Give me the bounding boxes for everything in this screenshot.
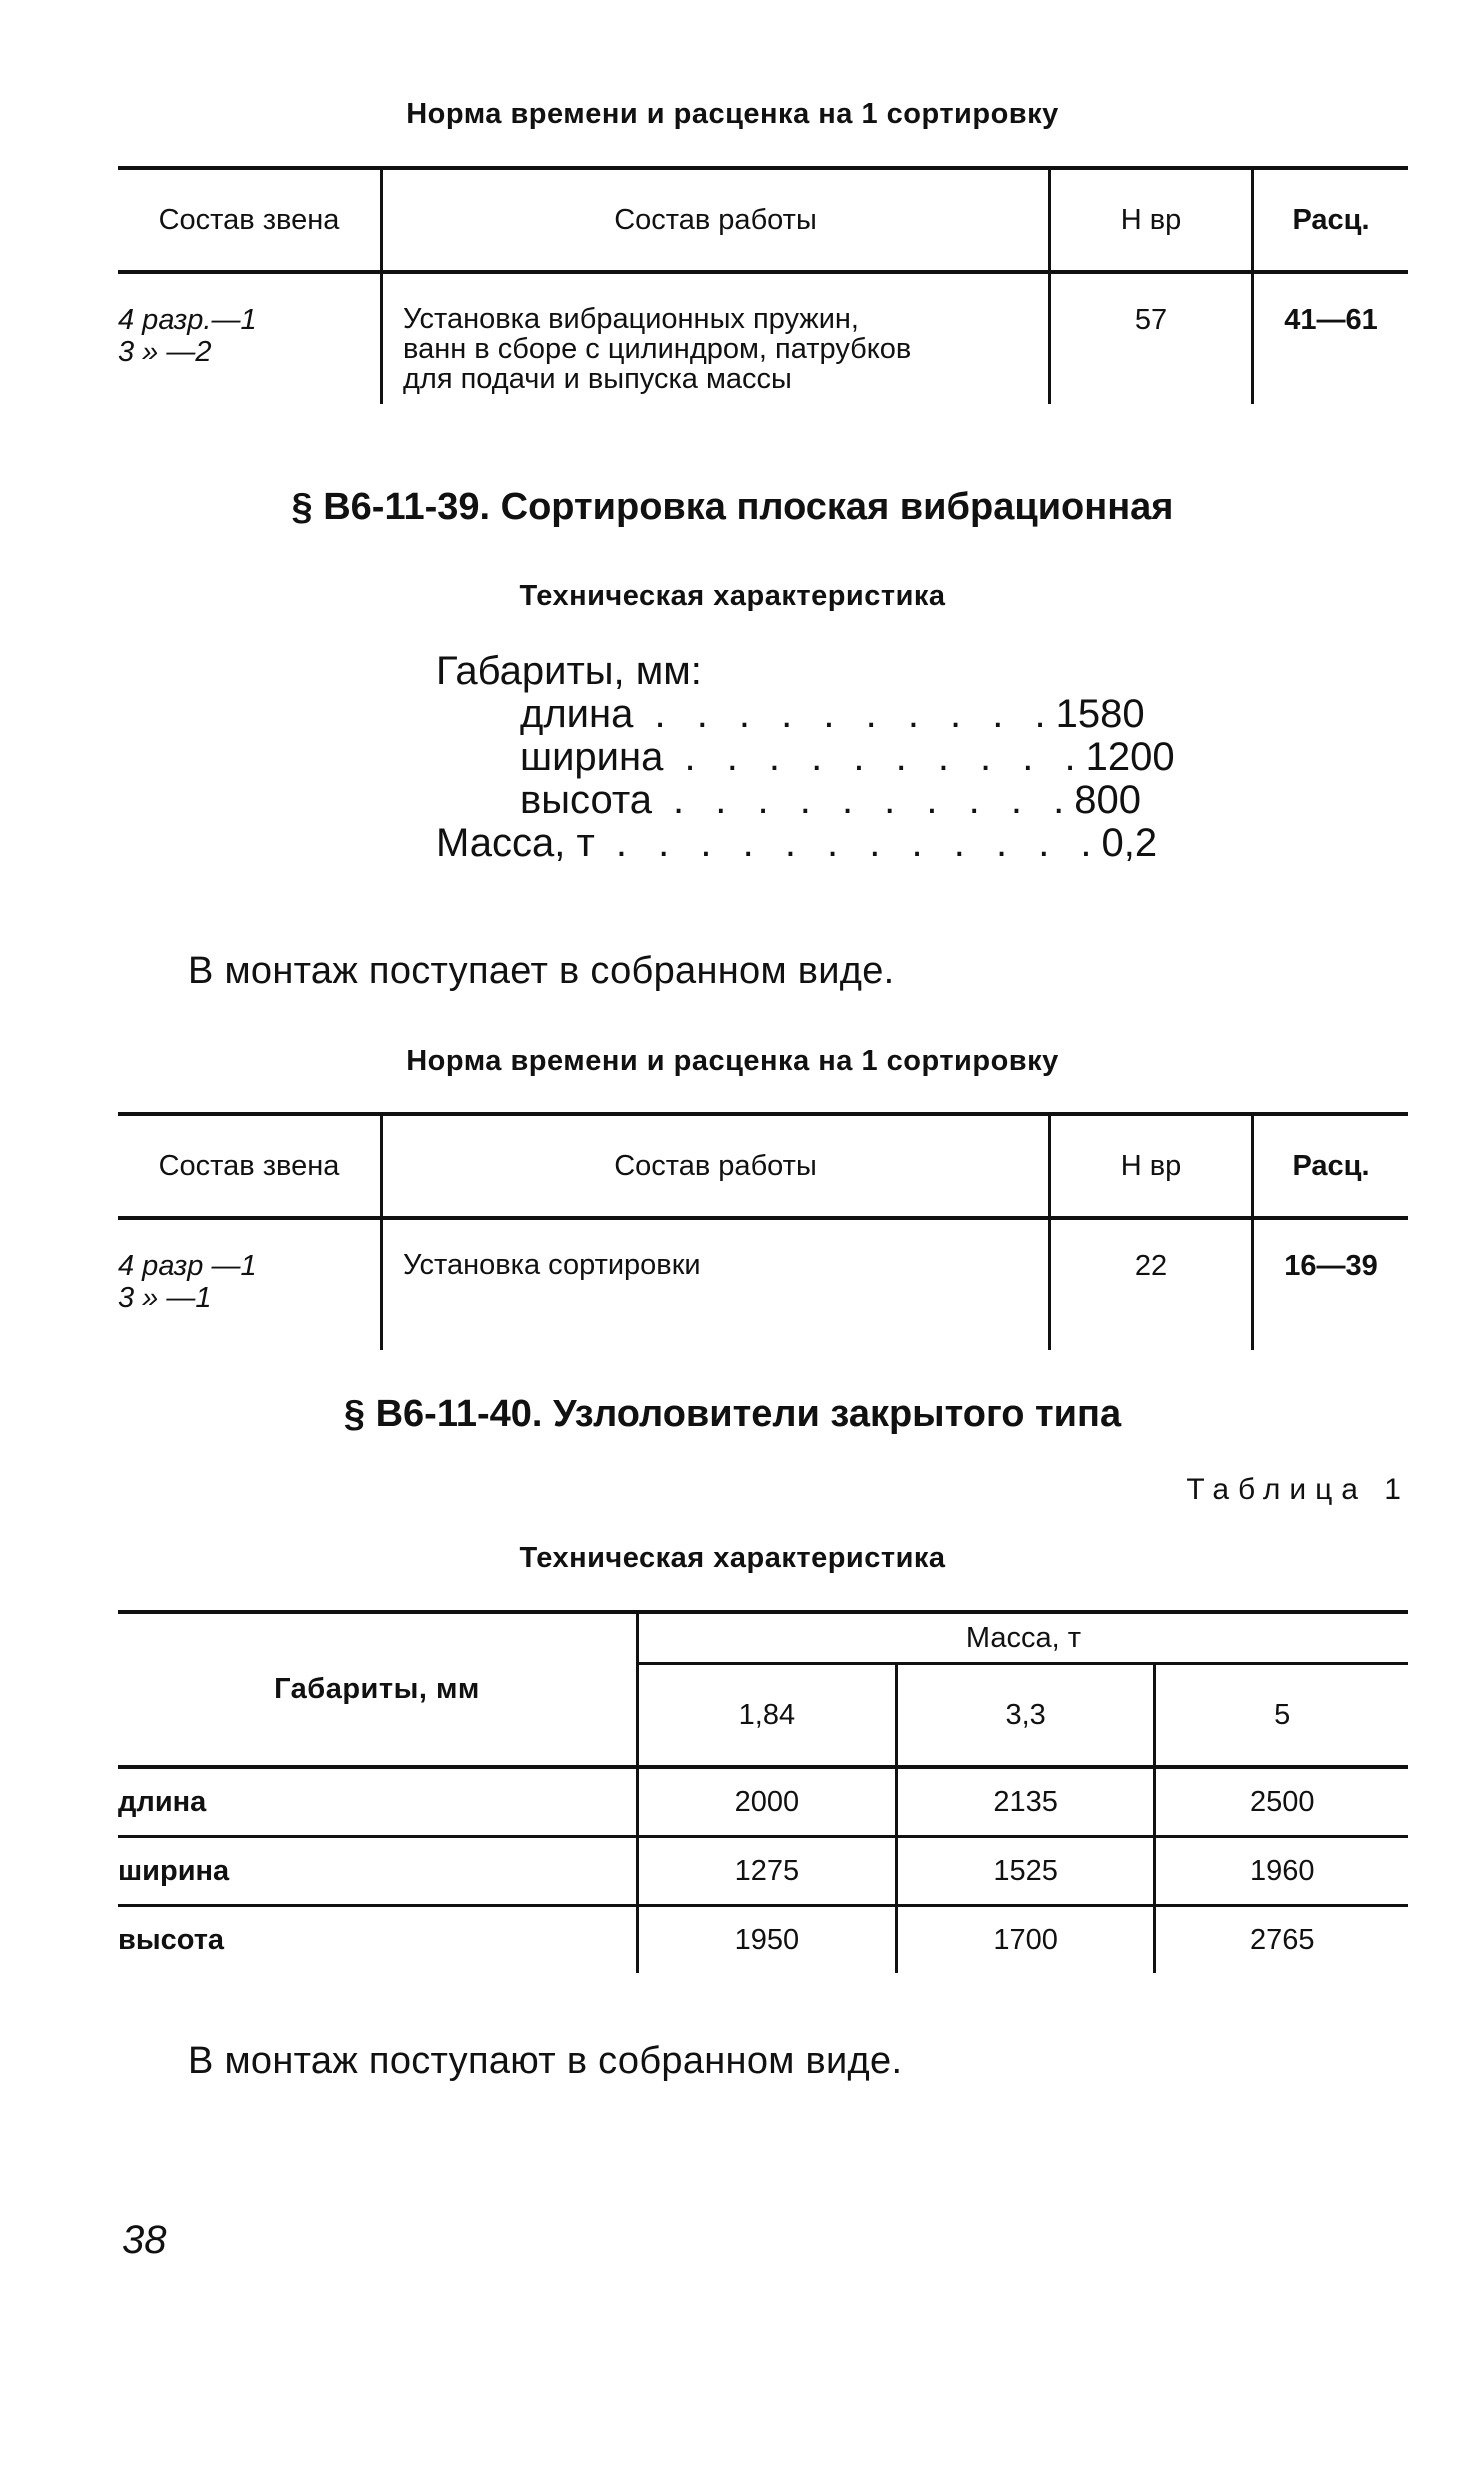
table-number-label: Таблица 1 <box>1186 1473 1410 1506</box>
table-row <box>118 1767 1408 1837</box>
spec-caption-2: Техническая характеристика <box>519 1542 946 1574</box>
spec-label: высота <box>520 778 652 822</box>
section-title-2: § В6-11-40. Узлоловители закрытого типа <box>343 1393 1122 1435</box>
mass-value: 1,84 <box>638 1664 897 1768</box>
work-line: Установка вибрационных пружин, <box>403 303 859 335</box>
spec-row <box>436 735 1175 779</box>
crew-cell <box>118 272 382 404</box>
table-cell: 2135 <box>896 1767 1155 1837</box>
work-cell <box>382 1218 1050 1350</box>
section-title-1: § В6-11-39. Сортировка плоская вибрационная <box>291 486 1174 528</box>
crew-line: 3 » —2 <box>118 336 212 368</box>
crew-line: 4 разр —1 <box>118 1250 257 1282</box>
table-header-row <box>118 168 1408 272</box>
table-cell: 1700 <box>896 1906 1155 1974</box>
spec-row <box>436 692 1145 736</box>
header-price: Расц. <box>1253 168 1409 272</box>
header-crew: Состав звена <box>118 1114 382 1218</box>
dimensions-table <box>118 1610 1408 1973</box>
norm-cell: 22 <box>1050 1218 1253 1350</box>
crew-line: 4 разр.—1 <box>118 304 257 336</box>
work-line: ванн в сборе с цилиндром, патрубков <box>403 333 912 365</box>
table1-caption: Норма времени и расценка на 1 сортировку <box>406 98 1059 130</box>
spec-caption-1: Техническая характеристика <box>519 580 946 612</box>
note-text-1: В монтаж поступает в собранном виде. <box>188 950 895 992</box>
row-label: высота <box>118 1923 225 1956</box>
table-header-row <box>118 1114 1408 1218</box>
table-cell: 1950 <box>638 1906 897 1974</box>
norm-table-2 <box>118 1112 1408 1350</box>
mass-value: 5 <box>1155 1664 1408 1768</box>
mass-value: 3,3 <box>896 1664 1155 1768</box>
norm-cell: 57 <box>1050 272 1253 404</box>
table-cell: 2765 <box>1155 1906 1408 1974</box>
header-work: Состав работы <box>382 1114 1050 1218</box>
price-cell: 16—39 <box>1284 1250 1378 1282</box>
table2-caption: Норма времени и расценка на 1 сортировку <box>406 1045 1059 1077</box>
spec-value: 800 <box>1074 778 1141 822</box>
spec-value: 1580 <box>1055 692 1145 736</box>
crew-cell <box>118 1218 382 1350</box>
header-mass: Масса, т <box>638 1612 1409 1664</box>
table-row <box>118 1906 1408 1974</box>
work-line: для подачи и выпуска массы <box>403 363 792 395</box>
spec-value: 0,2 <box>1101 821 1158 865</box>
crew-line: 3 » —1 <box>118 1282 212 1314</box>
leader-dots: . . . . . . . . . . <box>633 692 1056 736</box>
table-cell: 1275 <box>638 1837 897 1906</box>
table-row <box>118 272 1408 404</box>
spec-row-mass <box>436 821 1158 865</box>
spec-label: ширина <box>520 735 664 779</box>
spec-row <box>436 778 1141 822</box>
price-cell: 41—61 <box>1284 304 1378 336</box>
work-line: Установка сортировки <box>403 1249 701 1281</box>
page-number: 38 <box>122 2218 167 2262</box>
table-cell: 1525 <box>896 1837 1155 1906</box>
header-price: Расц. <box>1253 1114 1409 1218</box>
header-work: Состав работы <box>382 168 1050 272</box>
work-cell <box>382 272 1050 404</box>
leader-dots: . . . . . . . . . . <box>651 778 1075 822</box>
table-row <box>118 1837 1408 1906</box>
spec-list <box>436 649 1175 865</box>
norm-table-1 <box>118 166 1408 404</box>
leader-dots: . . . . . . . . . . <box>663 735 1086 779</box>
table-cell: 2000 <box>638 1767 897 1837</box>
spec-heading-text: Габариты, мм: <box>436 649 702 693</box>
spec-heading <box>436 650 1086 693</box>
row-label: ширина <box>118 1837 638 1906</box>
row-label: длина <box>118 1767 638 1837</box>
table-cell: 2500 <box>1155 1767 1408 1837</box>
table-cell: 1960 <box>1155 1837 1408 1906</box>
header-dimensions: Габариты, мм <box>118 1612 638 1767</box>
header-norm: Н вр <box>1050 168 1253 272</box>
spec-label: Масса, т <box>436 821 595 865</box>
header-norm: Н вр <box>1050 1114 1253 1218</box>
table-row <box>118 1218 1408 1350</box>
spec-value: 1200 <box>1085 735 1175 779</box>
header-crew: Состав звена <box>118 168 382 272</box>
table-header-row <box>118 1612 1408 1664</box>
note-text-2: В монтаж поступают в собранном виде. <box>188 2040 903 2082</box>
leader-dots: . . . . . . . . . . . . <box>594 821 1102 865</box>
spec-label: длина <box>520 692 634 736</box>
